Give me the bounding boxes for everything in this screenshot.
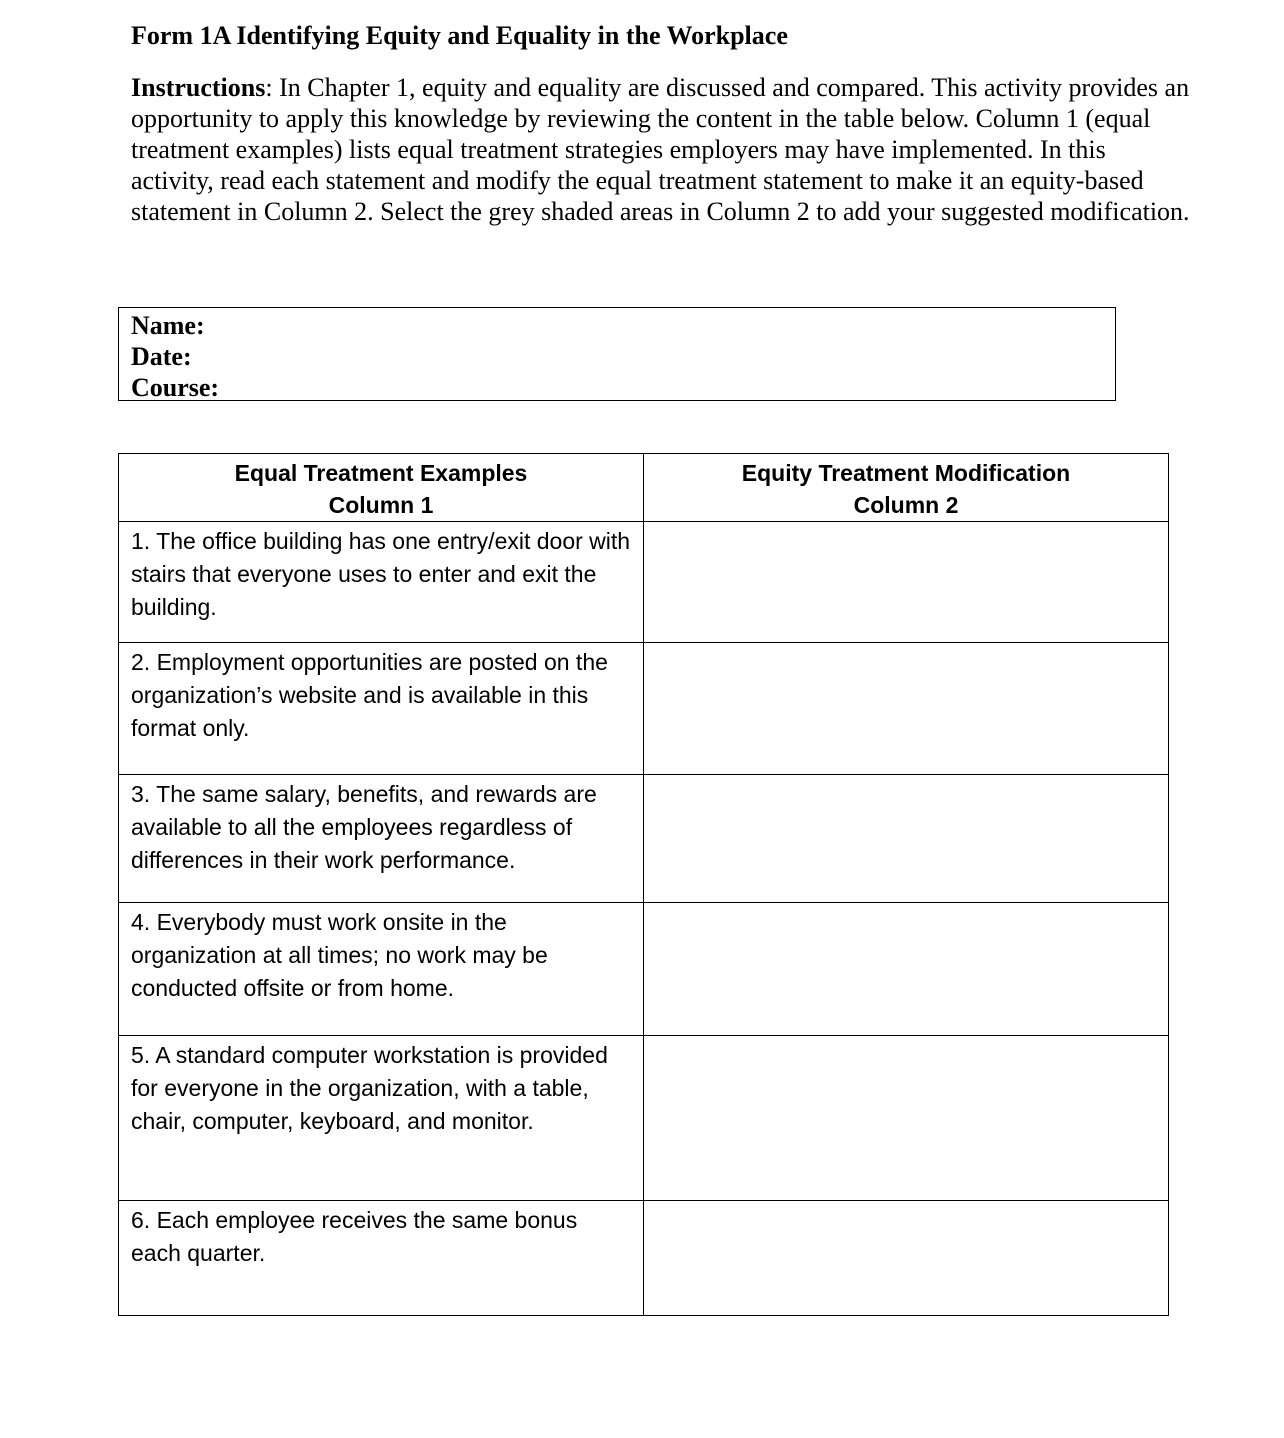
column-1-header-subtitle: Column 1: [328, 492, 434, 518]
column-2-header-title: Equity Treatment Modification: [741, 460, 1071, 486]
equity-modification-field-6[interactable]: [644, 1201, 1169, 1316]
equal-treatment-statement-6: 6. Each employee receives the same bonus each quarter.: [119, 1201, 644, 1316]
equal-treatment-statement-1: 1. The office building has one entry/exit door with stairs that everyone uses to enter and exit the building.: [119, 522, 644, 643]
table-row: [119, 643, 1169, 775]
table-row: [119, 903, 1169, 1036]
equal-treatment-statement-2: 2. Employment opportunities are posted on the organization’s website and is available in this format only.: [119, 643, 644, 775]
equity-modification-field-1[interactable]: [644, 522, 1169, 643]
column-2-header-subtitle: Column 2: [853, 492, 959, 518]
course-label: Course:: [131, 373, 220, 402]
equity-modification-field-3[interactable]: [644, 775, 1169, 903]
column-1-header-title: Equal Treatment Examples: [234, 460, 528, 486]
column-1-header: [119, 454, 644, 522]
name-label: Name:: [131, 311, 205, 340]
equity-modification-table: [118, 453, 1169, 1316]
table-row: [119, 522, 1169, 643]
table-row: [119, 775, 1169, 903]
equity-modification-field-2[interactable]: [644, 643, 1169, 775]
equal-treatment-statement-4: 4. Everybody must work onsite in the organization at all times; no work may be conducted offsite or from home.: [119, 903, 644, 1036]
equity-modification-field-5[interactable]: [644, 1036, 1169, 1201]
table-row: [119, 1201, 1169, 1316]
equal-treatment-statement-5: 5. A standard computer workstation is provided for everyone in the organization, with a table, chair, computer, keyboard, and monitor.: [119, 1036, 644, 1201]
equity-modification-field-4[interactable]: [644, 903, 1169, 1036]
equal-treatment-statement-3: 3. The same salary, benefits, and rewards are available to all the employees regardless of differences in their work performance.: [119, 775, 644, 903]
table-row: [119, 1036, 1169, 1201]
instructions-text: : In Chapter 1, equity and equality are discussed and compared. This activity provides an opportunity to apply this knowledge by reviewing the content in the table below. Column 1 (equal treatment examples) lists equal treatment strategies employers may have implemented. In this activity, read each statement and modify the equal treatment statement to make it an equity-based statement in Column 2. Select the grey shaded areas in Column 2 to add your suggested modification.: [131, 73, 1190, 226]
instructions-label: Instructions: [131, 73, 266, 102]
student-info-box: [118, 307, 1116, 401]
date-label: Date:: [131, 342, 192, 371]
instructions-paragraph: [131, 72, 1191, 227]
table-header-row: [119, 454, 1169, 522]
column-2-header: [644, 454, 1169, 522]
form-title: Form 1A Identifying Equity and Equality in the Workplace: [131, 21, 788, 50]
